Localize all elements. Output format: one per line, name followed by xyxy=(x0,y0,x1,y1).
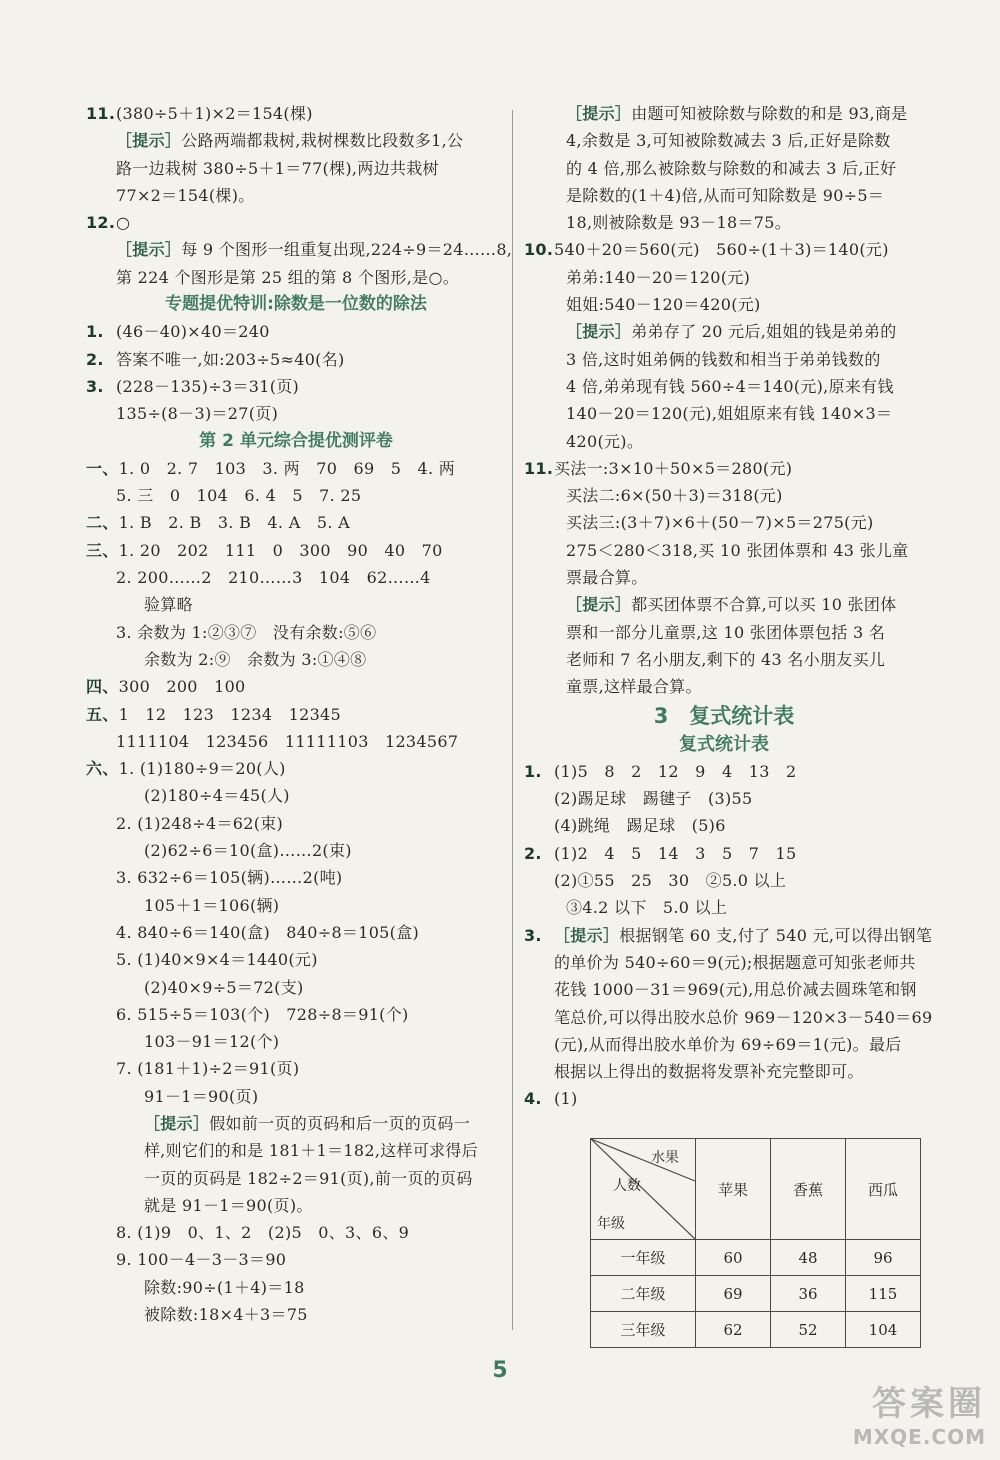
answer-line xyxy=(524,619,924,646)
answer-line xyxy=(86,619,506,646)
answer-text: (2)180÷4＝45(人) xyxy=(144,786,290,806)
table-cell: 48 xyxy=(771,1240,846,1276)
answer-text: 1. (1)180÷9＝20(人) xyxy=(118,759,286,779)
answer-text: 验算略 xyxy=(144,595,193,615)
answer-text: 的单价为 540÷60＝9(元);根据题意可知张老师共 xyxy=(554,952,916,972)
answer-text: 105＋1＝106(辆) xyxy=(144,895,280,915)
answer-text: 样,则它们的和是 181＋1＝182,这样可求得后 xyxy=(144,1141,479,1161)
answer-line xyxy=(524,867,924,894)
answer-text: 2. 200……2 210……3 104 62……4 xyxy=(116,568,431,588)
answer-text: 弟弟:140－20＝120(元) xyxy=(566,267,751,287)
answer-line xyxy=(86,974,506,1001)
section-heading: 第 2 单元综合提优测评卷 xyxy=(199,430,393,451)
answer-text: 420(元)。 xyxy=(566,431,644,451)
answer-line xyxy=(524,318,924,345)
answer-text: (2)踢足球 踢毽子 (3)55 xyxy=(554,789,753,809)
item-number: 12. xyxy=(86,213,116,233)
answer-line xyxy=(524,894,924,921)
table-cell: 52 xyxy=(771,1312,846,1348)
left-column xyxy=(86,100,513,1328)
answer-line xyxy=(86,1219,506,1246)
answer-line xyxy=(86,264,506,291)
answer-text: 根据钢笔 60 支,付了 540 元,可以得出钢笔 xyxy=(619,925,933,945)
section-heading: 专题提优特训:除数是一位数的除法 xyxy=(165,294,427,315)
answer-line xyxy=(524,209,924,236)
corner-middle-label: 人数 xyxy=(613,1178,641,1194)
answer-text: 是除数的(1＋4)倍,从而可知除数是 90÷5＝ xyxy=(566,185,885,205)
answer-line xyxy=(86,400,506,427)
hint-tag: ［提示］ xyxy=(144,1113,210,1133)
item-number: 二、 xyxy=(86,513,119,533)
table-row xyxy=(591,1240,921,1276)
answer-line xyxy=(86,1274,506,1301)
hint-tag: ［提示］ xyxy=(566,104,632,123)
answer-text: 买法二:6×(50＋3)＝318(元) xyxy=(566,486,783,506)
answer-line xyxy=(86,755,506,782)
table-cell: 69 xyxy=(696,1276,771,1312)
corner-top-label: 水果 xyxy=(651,1150,679,1166)
answer-text: 公路两端都栽树,栽树棵数比段数多1,公 xyxy=(181,131,464,151)
answer-line xyxy=(86,127,506,154)
answer-text: 都买团体票不合算,可以买 10 张团体 xyxy=(631,595,897,615)
column-header: 苹果 xyxy=(696,1139,771,1240)
hint-tag: ［提示］ xyxy=(116,240,182,260)
answer-line xyxy=(86,591,506,618)
item-number: 10. xyxy=(524,240,554,260)
item-number: 五、 xyxy=(86,704,119,724)
answer-line xyxy=(524,264,924,291)
item-number: 2. xyxy=(524,843,542,863)
answer-line xyxy=(86,673,506,700)
answer-line xyxy=(524,455,924,482)
answer-text: (2)40×9÷5＝72(支) xyxy=(144,977,304,997)
answer-line xyxy=(524,976,924,1003)
lesson-heading: 复式统计表 xyxy=(679,733,769,755)
answer-line xyxy=(524,428,924,455)
answer-line xyxy=(86,646,506,673)
answer-text: 一页的页码是 182÷2＝91(页),前一页的页码 xyxy=(144,1168,473,1188)
row-label: 二年级 xyxy=(591,1276,696,1312)
answer-text: (2)62÷6＝10(盒)……2(束) xyxy=(144,841,352,861)
answer-text: 就是 91－1＝90(页)。 xyxy=(144,1195,313,1215)
answer-text: (46－40)×40＝240 xyxy=(116,322,270,342)
answer-text: 3 倍,这时姐弟俩的钱数和相当于弟弟钱数的 xyxy=(566,349,881,369)
answer-line xyxy=(86,209,506,236)
answer-text: (228－135)÷3＝31(页) xyxy=(116,376,300,396)
table-row xyxy=(591,1312,921,1348)
answer-text: ③4.2 以下 5.0 以上 xyxy=(566,898,728,918)
column-header: 西瓜 xyxy=(846,1139,921,1240)
answer-text: 77×2＝154(棵)。 xyxy=(116,185,255,205)
answer-text: (1) xyxy=(554,1089,578,1109)
answer-line xyxy=(86,919,506,946)
answer-line xyxy=(524,100,924,127)
answer-line xyxy=(524,400,924,427)
hint-tag: ［提示］ xyxy=(566,322,632,342)
answer-text: 假如前一页的页码和后一页的页码一 xyxy=(209,1113,471,1133)
answer-text: 7. (181＋1)÷2＝91(页) xyxy=(116,1059,300,1079)
answer-text: 路一边栽树 380÷5＋1＝77(棵),两边共栽树 xyxy=(116,158,439,178)
item-number: 一、 xyxy=(86,458,119,478)
answer-line xyxy=(524,236,924,263)
answer-line xyxy=(524,949,924,976)
answer-text: 18,则被除数是 93－18＝75。 xyxy=(566,213,792,233)
answer-text: 答案不唯一,如:203÷5≈40(名) xyxy=(116,349,345,369)
answer-line xyxy=(524,182,924,209)
answer-text: 第 224 个图形是第 25 组的第 8 个图形,是○。 xyxy=(116,267,460,287)
compound-stat-table xyxy=(590,1138,921,1348)
hint-tag: ［提示］ xyxy=(566,595,632,615)
page-number: 5 xyxy=(492,1358,508,1383)
answer-text: 1. 0 2. 7 103 3. 两 70 69 5 4. 两 xyxy=(118,458,456,478)
answer-text: 5. (1)40×9×4＝1440(元) xyxy=(116,950,318,970)
row-label: 三年级 xyxy=(591,1312,696,1348)
table-corner-cell xyxy=(591,1139,696,1240)
answer-line xyxy=(524,564,924,591)
answer-text: (元),从而得出胶水单价为 69÷69＝1(元)。最后 xyxy=(554,1034,902,1054)
answer-text: 540＋20＝560(元) 560÷(1＋3)＝140(元) xyxy=(554,240,889,260)
answer-line xyxy=(86,155,506,182)
answer-text: 姐姐:540－120＝420(元) xyxy=(566,295,761,315)
answer-line xyxy=(524,1085,924,1112)
watermark-bottom: MXQE.COM xyxy=(852,1425,986,1449)
answer-text: 票和一部分儿童票,这 10 张团体票包括 3 名 xyxy=(566,622,886,642)
hint-tag: ［提示］ xyxy=(116,131,182,151)
answer-line xyxy=(524,291,924,318)
table-cell: 36 xyxy=(771,1276,846,1312)
answer-text: 1111104 123456 11111103 1234567 xyxy=(116,731,459,751)
answer-text: 1. B 2. B 3. B 4. A 5. A xyxy=(118,513,350,533)
answer-line xyxy=(524,812,924,839)
item-number: 3. xyxy=(524,925,542,945)
answer-line xyxy=(86,509,506,536)
answer-line xyxy=(524,591,924,618)
answer-text: 4 倍,弟弟现有钱 560÷4＝140(元),原来有钱 xyxy=(566,376,894,396)
answer-text: 1. 20 202 111 0 300 90 40 70 xyxy=(118,540,443,560)
answer-text: (1)5 8 2 12 9 4 13 2 xyxy=(554,761,797,781)
answer-text: 弟弟存了 20 元后,姐姐的钱是弟弟的 xyxy=(631,322,897,342)
table-row xyxy=(591,1276,921,1312)
answer-text: 买法一:3×10＋50×5＝280(元) xyxy=(554,458,793,478)
hint-tag: ［提示］ xyxy=(554,925,620,945)
answer-text: (380÷5＋1)×2＝154(棵) xyxy=(116,104,313,123)
answer-text: 135÷(8－3)＝27(页) xyxy=(116,404,279,424)
answer-line xyxy=(86,537,506,564)
answer-text: 由题可知被除数与除数的和是 93,商是 xyxy=(631,104,908,123)
answer-line xyxy=(524,482,924,509)
item-number: 11. xyxy=(86,104,116,123)
answer-line xyxy=(524,673,924,700)
answer-text: 300 200 100 xyxy=(118,677,246,697)
answer-line xyxy=(86,1192,506,1219)
answer-line xyxy=(86,318,506,345)
answer-text: 140－20＝120(元),姐姐原来有钱 140×3＝ xyxy=(566,404,893,424)
answer-text: 每 9 个图形一组重复出现,224÷9＝24……8, xyxy=(181,240,513,260)
answer-line xyxy=(86,1137,506,1164)
table-cell: 115 xyxy=(846,1276,921,1312)
answer-text: 4. 840÷6＝140(盒) 840÷8＝105(盒) xyxy=(116,922,420,942)
answer-text: 5. 三 0 104 6. 4 5 7. 25 xyxy=(116,486,362,506)
watermark-top: 答案圈 xyxy=(872,1384,986,1424)
answer-line xyxy=(86,182,506,209)
answer-text: 票最合算。 xyxy=(566,568,648,588)
row-label: 一年级 xyxy=(591,1240,696,1276)
answer-text: 的 4 倍,那么被除数与除数的和减去 3 后,正好 xyxy=(566,158,897,178)
item-number: 四、 xyxy=(86,677,119,697)
answer-text: ○ xyxy=(116,213,131,233)
answer-line xyxy=(86,373,506,400)
answer-text: (1)2 4 5 14 3 5 7 15 xyxy=(554,843,797,863)
answer-line xyxy=(524,1031,924,1058)
answer-text: 275＜280＜318,买 10 张团体票和 43 张儿童 xyxy=(566,540,909,560)
answer-text: 4,余数是 3,可知被除数减去 3 后,正好是除数 xyxy=(566,131,891,151)
right-column xyxy=(524,100,933,1113)
answer-text: 童票,这样最合算。 xyxy=(566,677,702,697)
answer-line xyxy=(524,346,924,373)
answer-line xyxy=(524,1004,933,1031)
answer-text: 8. (1)9 0、1、2 (2)5 0、3、6、9 xyxy=(116,1223,410,1243)
item-number: 11. xyxy=(524,458,554,478)
answer-line xyxy=(86,782,506,809)
answer-line xyxy=(524,646,924,673)
answer-line xyxy=(86,1165,506,1192)
answer-line xyxy=(86,100,506,127)
answer-line xyxy=(86,346,506,373)
answer-line xyxy=(524,127,924,154)
answer-line xyxy=(86,1110,506,1137)
answer-text: (4)跳绳 踢足球 (5)6 xyxy=(554,816,726,836)
item-number: 3. xyxy=(86,376,104,396)
answer-line xyxy=(86,1028,506,1055)
stat-table-wrap xyxy=(590,1138,921,1348)
answer-line xyxy=(524,373,924,400)
answer-text: 花钱 1000－31＝969(元),用总价减去圆珠笔和钢 xyxy=(554,980,917,1000)
answer-text: 6. 515÷5＝103(个) 728÷8＝91(个) xyxy=(116,1004,409,1024)
answer-line xyxy=(86,892,506,919)
answer-line xyxy=(524,840,924,867)
answer-text: 被除数:18×4＋3＝75 xyxy=(144,1305,308,1325)
item-number: 1. xyxy=(524,761,542,781)
answer-line xyxy=(86,1083,506,1110)
answer-line xyxy=(86,728,506,755)
answer-line xyxy=(86,564,506,591)
answer-line xyxy=(86,1055,506,1082)
answer-line xyxy=(86,837,506,864)
answer-line xyxy=(86,1246,506,1273)
answer-text: 买法三:(3＋7)×6＋(50－7)×5＝275(元) xyxy=(566,513,874,533)
table-cell: 104 xyxy=(846,1312,921,1348)
answer-line xyxy=(86,482,506,509)
item-number: 4. xyxy=(524,1089,542,1109)
item-number: 1. xyxy=(86,322,104,342)
table-cell: 96 xyxy=(846,1240,921,1276)
answer-text: 3. 余数为 1:②③⑦ 没有余数:⑤⑥ xyxy=(116,622,377,642)
answer-text: 笔总价,可以得出胶水总价 969－120×3－540＝69 xyxy=(554,1007,933,1027)
answer-line xyxy=(524,1058,924,1085)
answer-line xyxy=(524,509,924,536)
answer-line xyxy=(86,1301,506,1328)
answer-text: 9. 100－4－3－3＝90 xyxy=(116,1250,287,1270)
item-number: 三、 xyxy=(86,540,119,560)
answer-text: 91－1＝90(页) xyxy=(144,1086,259,1106)
answer-line xyxy=(86,810,506,837)
table-cell: 60 xyxy=(696,1240,771,1276)
answer-text: 除数:90÷(1＋4)＝18 xyxy=(144,1277,305,1297)
answer-line xyxy=(524,922,933,949)
answer-line xyxy=(524,785,924,812)
answer-line xyxy=(524,537,924,564)
answer-line xyxy=(86,455,506,482)
answer-line xyxy=(86,864,506,891)
answer-text: 老师和 7 名小朋友,剩下的 43 名小朋友买儿 xyxy=(566,649,886,669)
answer-line xyxy=(86,946,506,973)
chapter-heading: 3 复式统计表 xyxy=(653,703,795,728)
column-divider xyxy=(512,110,513,1330)
answer-line xyxy=(86,1001,506,1028)
table-cell: 62 xyxy=(696,1312,771,1348)
answer-line xyxy=(524,155,924,182)
item-number: 2. xyxy=(86,349,104,369)
answer-line xyxy=(86,236,513,263)
answer-text: (2)①55 25 30 ②5.0 以上 xyxy=(554,871,787,891)
answer-text: 103－91＝12(个) xyxy=(144,1032,280,1052)
answer-line xyxy=(86,701,506,728)
answer-line xyxy=(524,758,924,785)
answer-text: 2. (1)248÷4＝62(束) xyxy=(116,813,284,833)
answer-text: 3. 632÷6＝105(辆)……2(吨) xyxy=(116,868,343,888)
corner-bottom-label: 年级 xyxy=(597,1216,625,1232)
column-header: 香蕉 xyxy=(771,1139,846,1240)
watermark-logo xyxy=(766,1376,986,1449)
answer-text: 1 12 123 1234 12345 xyxy=(118,704,342,724)
item-number: 六、 xyxy=(86,759,119,779)
answer-text: 余数为 2:⑨ 余数为 3:①④⑧ xyxy=(144,649,367,669)
answer-text: 根据以上得出的数据将发票补充完整即可。 xyxy=(554,1062,864,1082)
